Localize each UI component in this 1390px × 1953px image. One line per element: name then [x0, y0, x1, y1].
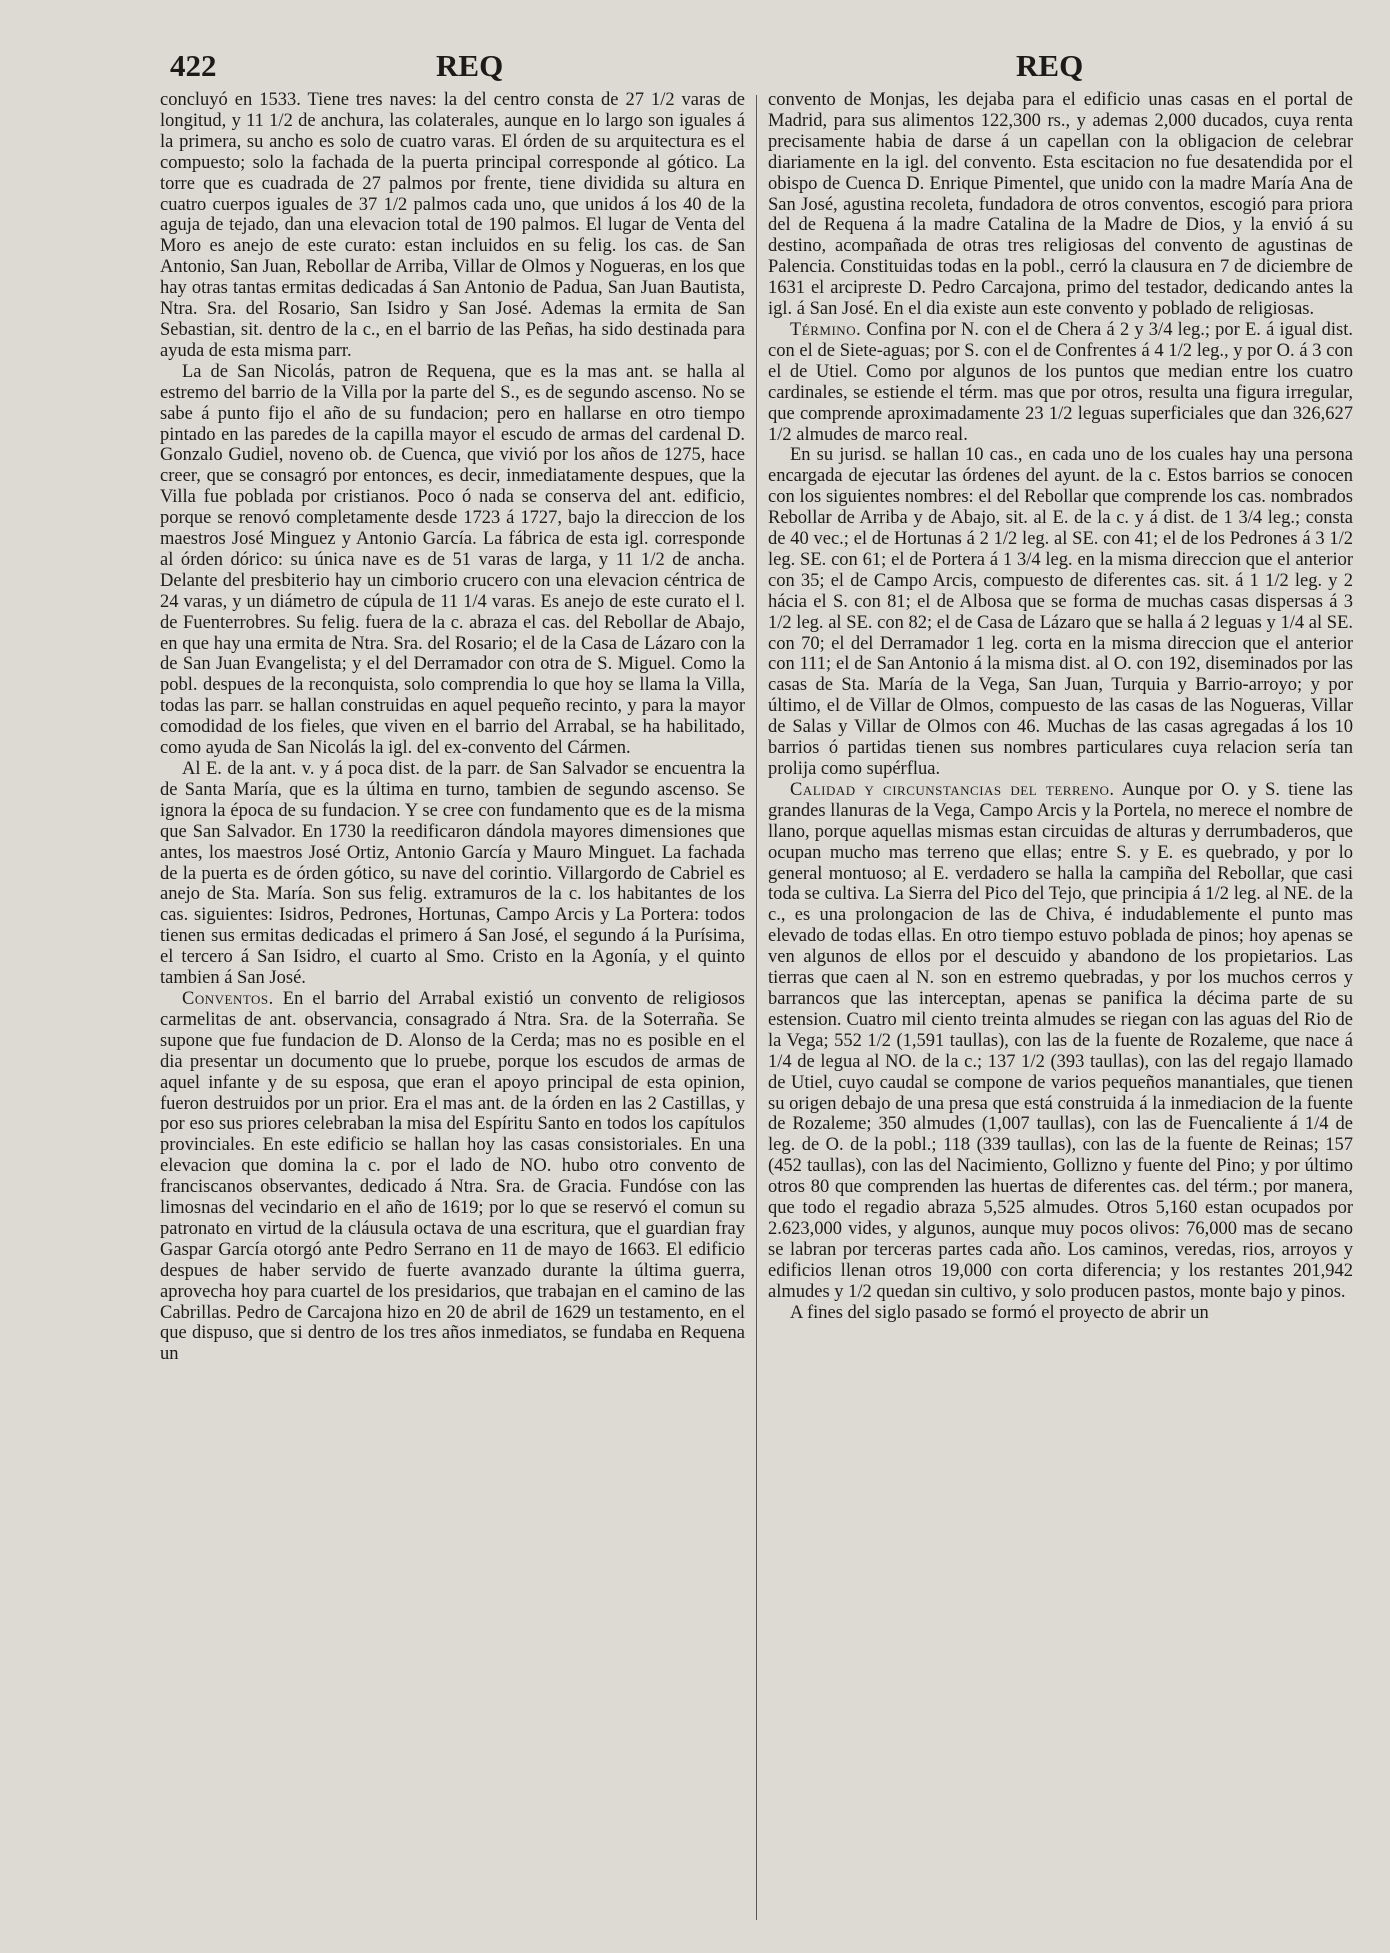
page-header	[170, 48, 1340, 88]
paragraph: A fines del siglo pasado se formó el proyecto de abrir un	[790, 1302, 1209, 1323]
column-divider	[756, 95, 757, 1920]
paragraph: Término. Confina por N. con el de Chera á 2 y 3/4 leg.; por E. á igual dist. con el de Siete-aguas; por S. con el de Confrentes á 4 1/2 leg., y por O. á 3 con el de Utiel. Como por algunos de los puntos que median entre los cuatro cardinales, se estiende el térm. mas que por otros, resulta una figura irregular, que comprende aproximadamente 23 1/2 leguas superficiales que dan 326,627 1/2 almudes de marco real.	[768, 319, 1353, 445]
paragraph: Al E. de la ant. v. y á poca dist. de la parr. de San Salvador se encuentra la de Santa María, que es la última en turno, tambien de segundo ascenso. Se ignora la época de su fundacion. Y se cree con fundamento que es de la misma que San Salvador. En 1730 la reedificaron dándola mayores dimensiones que antes, los maestros José Ortiz, Antonio García y Mauro Minguet. La fachada de la puerta es de órden gótico, su nave del corintio. Villargordo de Cabriel es anejo de Sta. María. Son sus felig. extramuros de la c. los habitantes de los cas. siguientes: Isidros, Pedrones, Hortunas, Campo Arcis y La Portera: todos tienen sus ermitas dedicadas el primero á San José, el segundo á la Purísima, el tercero á San Isidro, el cuarto al Smo. Cristo en la Agonía, y el quinto tambien á San José.	[160, 759, 745, 989]
paragraph: concluyó en 1533. Tiene tres naves: la del centro consta de 27 1/2 varas de longitud, y 11 1/2 de anchura, las colaterales, aunque en lo largo son iguales á la primera, su ancho es solo de cuatro varas. El órden de su arquitectura es el compuesto; solo la fachada de la puerta principal corresponde al gótico. La torre que es cuadrada de 27 palmos por frente, tiene dividida su altura en cuatro cuerpos iguales de 37 1/2 palmos cada uno, que unidos á los 40 de la aguja de tejado, dan una elevacion total de 190 palmos. El lugar de Venta del Moro es anejo de este curato: estan incluidos en su felig. los cas. de San Antonio, San Juan, Rebollar de Arriba, Villar de Olmos y Nogueras, en los que hay otras tantas ermitas dedicadas á San Antonio de Padua, San Juan Bautista, Ntra. Sra. del Rosario, San Isidro y San José. Ademas la ermita de San Sebastian, sit. dentro de la c., en el barrio de las Peñas, ha sido destinada para ayuda de esta misma parr.	[160, 90, 745, 361]
right-column	[768, 90, 1353, 1925]
paragraph: En su jurisd. se hallan 10 cas., en cada uno de los cuales hay una persona encargada de ejecutar las órdenes del ayunt. de la c. Estos barrios se conocen con los siguientes nombres: el del Rebollar que comprende los cas. nombrados Rebollar de Arriba y de Abajo, sit. al E. de la c. y á dist. de 1 3/4 leg.; consta de 40 vec.; el de Hortunas á 2 1/2 leg. al SE. con 41; el de los Pedrones á 3 1/2 leg. SE. con 61; el de Portera á 1 3/4 leg. en la misma direccion que el anterior con 35; el de Campo Arcis, compuesto de diferentes cas. sit. á 1 1/2 leg. y 2 hácia el S. con 81; el de Albosa que se forma de muchas casas dispersas á 3 1/2 leg. al SE. con 82; el de Casa de Lázaro que se halla á 2 leguas y 1/4 al SE. con 70; el del Derramador 1 leg. corta en la misma direccion que el anterior con 111; el de San Antonio á la misma dist. al O. con 192, diseminados por las casas de Sta. María de la Vega, San Juan, Turquia y Barrio-arroyo; y por último, el de Villar de Olmos, compuesto de las casas de las Nogueras, Villar de Salas y Villar de Olmos con 46. Muchas de las casas agregadas á los 10 barrios ó partidas tienen sus nombres particulares cuya relacion sería tan prolija como supérflua.	[768, 445, 1353, 779]
page-number: 422	[170, 48, 217, 83]
paragraph: Calidad y circunstancias del terreno. Aunque por O. y S. tiene las grandes llanuras de la Vega, Campo Arcis y la Portela, no merece el nombre de llano, porque aquellas mismas estan circuidas de alturas y derrumbaderos, que ocupan mucho mas terreno que ellas; entre S. y E. es quebrado, y por lo general montuoso; al E. verdadero se halla la campiña del Rebollar, que casi toda se cultiva. La Sierra del Pico del Tejo, que principia á 1/2 leg. al NE. de la c., es una prolongacion de las de Chiva, é indudablemente el punto mas elevado de todas ellas. En otro tiempo estuvo poblada de pinos; hoy apenas se ven algunos de ellos por el descuido y abandono de los propietarios. Las tierras que caen al N. son en estremo quebradas, y por los muchos cerros y barrancos que las interceptan, apenas se panifica la décima parte de su estension. Cuatro mil ciento treinta almudes se riegan con las aguas del Rio de la Vega; 552 1/2 (1,591 taullas), con las de la fuente de Rozaleme, que nace á 1/4 de legua al NO. de la c.; 137 1/2 (393 taullas), con las del regajo llamado de Utiel, cuyo caudal se compone de varios pequeños manantiales, que tienen su origen debajo de una presa que está construida á la inmediacion de la fuente de Rozaleme; 350 almudes (1,007 taullas), con las de Fuencaliente á 1/4 de leg. de O. de la pobl.; 118 (339 taullas), con las de la fuente de Reinas; 157 (452 taullas), con las del Nacimiento, Gollizno y fuente del Pino; y por último otros 80 que comprenden las huertas de diferentes cas. del térm.; por manera, que todo el regadio abraza 5,525 almudes. Otros 5,160 estan ocupados por 2.623,000 vides, y algunos, aunque muy pocos olivos: 76,000 mas de secano se labran por terceras partes cada año. Los caminos, veredas, rios, arroyos y edificios llenan otros 19,000 con corta diferencia; y los restantes 201,942 almudes y 1/2 quedan sin cultivo, y solo producen pastos, monte bajo y pinos.	[768, 779, 1353, 1302]
paragraph: La de San Nicolás, patron de Requena, que es la mas ant. se halla al estremo del barrio de la Villa por la parte del S., es de segundo ascenso. No se sabe á punto fijo el año de su fundacion; pero en hallarse en otro tiempo pintado en las paredes de la capilla mayor el escudo de armas del cardenal D. Gonzalo Gudiel, noveno ob. de Cuenca, que vivió por los años de 1275, hace creer, que se consagró por entonces, es decir, inmediatamente despues, que la Villa fue poblada por cristianos. Poco ó nada se conserva del ant. edificio, porque se renovó completamente desde 1723 á 1727, bajo la direccion de los maestros José Minguez y Antonio García. La fábrica de esta igl. corresponde al órden dórico: su única nave es de 51 varas de larga, y 11 1/2 de ancha. Delante del presbiterio hay un cimborio crucero con una elevacion céntrica de 24 varas, y un diámetro de cúpula de 11 1/4 varas. Es anejo de este curato el l. de Fuenterrobres. Su felig. fuera de la c. abraza el cas. del Rebollar de Abajo, en que hay una ermita de Ntra. Sra. del Rosario; el de la Casa de Lázaro con la de San Juan Evangelista; y el del Derramador con otra de S. Miguel. Como la pobl. despues de la reconquista, solo comprendia lo que hoy se llama la Villa, todas las parr. se hallan construidas en aquel pequeño recinto, y para la mayor comodidad de los fieles, que viven en el barrio del Arrabal, se ha habilitado, como ayuda de San Nicolás la igl. del ex-convento del Cármen.	[160, 361, 745, 759]
paragraph: convento de Monjas, les dejaba para el edificio unas casas en el portal de Madrid, para sus alimentos 122,300 rs., y ademas 2,000 ducados, cuya renta precisamente habia de darse á un capellan con la obligacion de celebrar diariamente en la igl. del convento. Esta escitacion no fue desatendida por el obispo de Cuenca D. Enrique Pimentel, que unido con la madre María Ana de San José, agustina recoleta, fundadora de otros conventos, escogió para priora del de Requena á la madre Catalina de la Madre de Dios, y la envió á su destino, acompañada de otras tres religiosas del convento de agustinas de Palencia. Constituidas todas en la pobl., cerró la clausura en 7 de diciembre de 1631 el arcipreste D. Pedro Carcajona, primo del testador, dedicando antes la igl. á San José. En el dia existe aun este convento y poblado de religiosas.	[768, 90, 1353, 320]
section-heading: Conventos.	[182, 988, 274, 1009]
running-head-right: REQ	[1016, 48, 1084, 83]
running-head-left: REQ	[436, 48, 504, 83]
left-column	[160, 90, 745, 1925]
section-heading: Término.	[790, 319, 862, 340]
section-heading: Calidad y circunstancias del terreno.	[790, 779, 1115, 800]
paragraph: Conventos. En el barrio del Arrabal existió un convento de religiosos carmelitas de ant. observancia, consagrado á Ntra. Sra. de la Soterraña. Se supone que fue fundacion de D. Alonso de la Cerda; mas no es posible en el dia presentar un documento que lo pruebe, porque los escudos de armas de aquel infante y de su esposa, que eran el apoyo principal de esta opinion, fueron destruidos por un prior. Era el mas ant. de la órden en las 2 Castillas, y por eso sus priores celebraban la misa del Espíritu Santo en todos los capítulos provinciales. En este edificio se hallan hoy las casas consistoriales. En una elevacion que domina la c. por el lado de NO. hubo otro convento de franciscanos observantes, dedicado á Ntra. Sra. de Gracia. Fundóse con las limosnas del vecindario en el año de 1619; por lo que se reservó el comun su patronato en virtud de la cláusula octava de una escritura, que el guardian fray Gaspar García otorgó ante Pedro Serrano en 11 de mayo de 1663. El edificio despues de haber servido de fuerte avanzado durante la última guerra, aprovecha hoy para cuartel de los presidarios, que trabajan en el camino de las Cabrillas. Pedro de Carcajona hizo en 20 de abril de 1629 un testamento, en el que dispuso, que si dentro de los tres años inmediatos, se fundaba en Requena un	[160, 988, 745, 1365]
